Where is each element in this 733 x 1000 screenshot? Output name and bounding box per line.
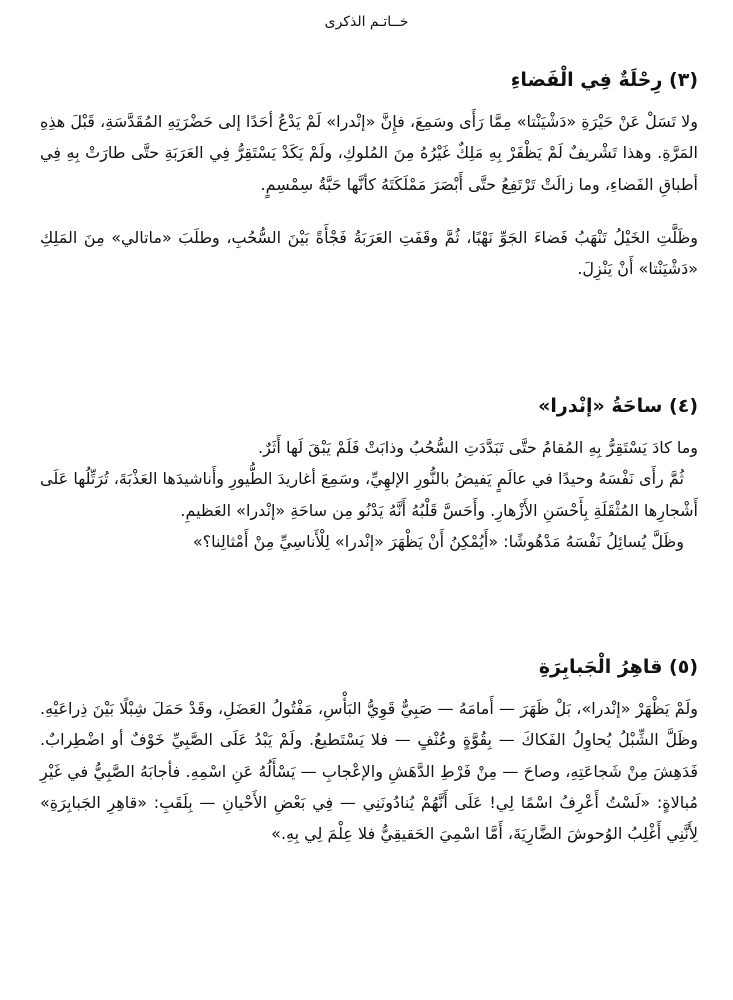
section-3-title: (٣) رِحْلَةٌ فِي الْفَضاءِ — [510, 69, 698, 91]
section-4-paragraph-1: وما كادَ يَسْتَقِرُّ بِهِ المُقامُ حتَّى تَبَدَّدَتِ السُّحُبُ وذابَتْ فَلَمْ يَبْقَ لَها أَثَرٌ. — [258, 438, 698, 457]
section-3-paragraph-2: وظَلَّتِ الخَيْلُ تَنْهَبُ فَضاءَ الجَوِّ نَهْبًا، ثُمَّ وقَفَتِ العَرَبَةُ فَجْأَةً بَيْنَ السُّحُبِ، وطلَبَ «ماتالي» مِنَ المَلِكِ «دَشْيَنْتا» أَنْ يَنْزِلَ. — [40, 227, 698, 279]
spacer — [40, 681, 698, 693]
section-5-paragraph-1: ولَمْ يَظْهَرْ «إنْدرا»، بَلْ ظَهَرَ — أَمامَهُ — صَبِيٌّ قَوِيُّ البَأْسِ، مَفْتُولُ العَضَلِ، وقَدْ حَمَلَ شِبْلًا بَيْنَ ذِراعَيْهِ. وظَلَّ الشِّبْلُ يُحاوِلُ الفَكاكَ — بِقُوَّةٍ وعُنْفٍ — فلا يَسْتَطيعُ. ولَمْ يَبْدُ عَلَى الصَّبِيِّ خَوْفٌ أو اضْطِرابٌ. فَدَهِشَ مِنْ شَجاعَتِهِ، وصاحَ — مِنْ فَرْطِ الدَّهَشِ والإعْجابِ — يَسْأَلُهُ عَنِ اسْمِهِ. فأجابَهُ الصَّبِيُّ في غَيْرِ مُبالاةٍ: «لَسْتُ أَعْرِفُ اسْمًا لِي! عَلَى أَنَّهُمْ يُنادُونَنِي — فِي بَعْضِ الأَحْيانِ — بِلَقَبِ: «قاهِرِ الجَبابِرَةِ» لِأَنَّنِي أَغْلِبُ الوُحوشَ الضَّارِيَةَ، أَمَّا اسْمِيَ الحَقيقِيُّ فلا عِلْمَ لِي بِهِ.» — [40, 699, 698, 844]
section-5-title: (٥) قاهِرُ الْجَبابِرَةِ — [538, 656, 698, 678]
section-4-paragraph-3: وظَلَّ يُسائِلُ نَفْسَهُ مَدْهُوشًا: «أَيُمْكِنُ أَنْ يَظْهَرَ «إنْدرا» لِلْأَناسِيِّ مِنْ أَمْثالِنا؟» — [192, 531, 684, 551]
section-4-paragraph-2: ثُمَّ رأَى نَفْسَهُ وحيدًا في عالَمٍ يَفيضُ بالنُّورِ الإلهِيِّ، وسَمِعَ أغاريدَ الطُّيورِ وأَناشيدَها العَذْبَةَ، تُرَتِّلُها عَلَى أَشْجارِها المُثْقَلَةِ بِأَحْسَنِ الأَزْهارِ. وأَحَسَّ قَلْبُهُ أَنَّهُ يَدْنُو مِن ساحَةِ «إنْدرا» العَظيمِ. — [40, 469, 698, 520]
section-3 — [40, 66, 698, 284]
section-5 — [40, 653, 698, 849]
spacer — [40, 94, 698, 106]
spacer — [40, 420, 698, 432]
section-4 — [40, 392, 698, 557]
section-4-title: (٤) ساحَةُ «إنْدرا» — [538, 395, 698, 417]
running-header: خــاتـم الذكرى — [324, 14, 409, 30]
spacer — [40, 200, 698, 222]
section-3-paragraph-1: ولا تَسَلْ عَنْ حَيْرَةِ «دَشْيَنْتا» مِمَّا رَأَى وسَمِعَ، فإِنَّ «إنْدرا» لَمْ يَدْعُ أحَدًا إلى حَضْرَتِهِ المُقَدَّسَةِ، قَبْلَ هذِهِ المَرَّةِ. وهذا تَشْريفٌ لَمْ يَظْفَرْ بِهِ مَلِكٌ غَيْرُهُ مِنَ المُلوكِ، ولَمْ يَكَدْ يَسْتَقِرُّ فِي العَرَبَةِ حتَّى طارَتْ بِهِ فِي أطباقِ الفَضاءِ، وما زالَتْ تَرْتَفِعُ حتَّى أَبْصَرَ مَمْلَكَتَهُ كأنَّها حَبَّةُ سِمْسِمٍ. — [40, 112, 698, 194]
